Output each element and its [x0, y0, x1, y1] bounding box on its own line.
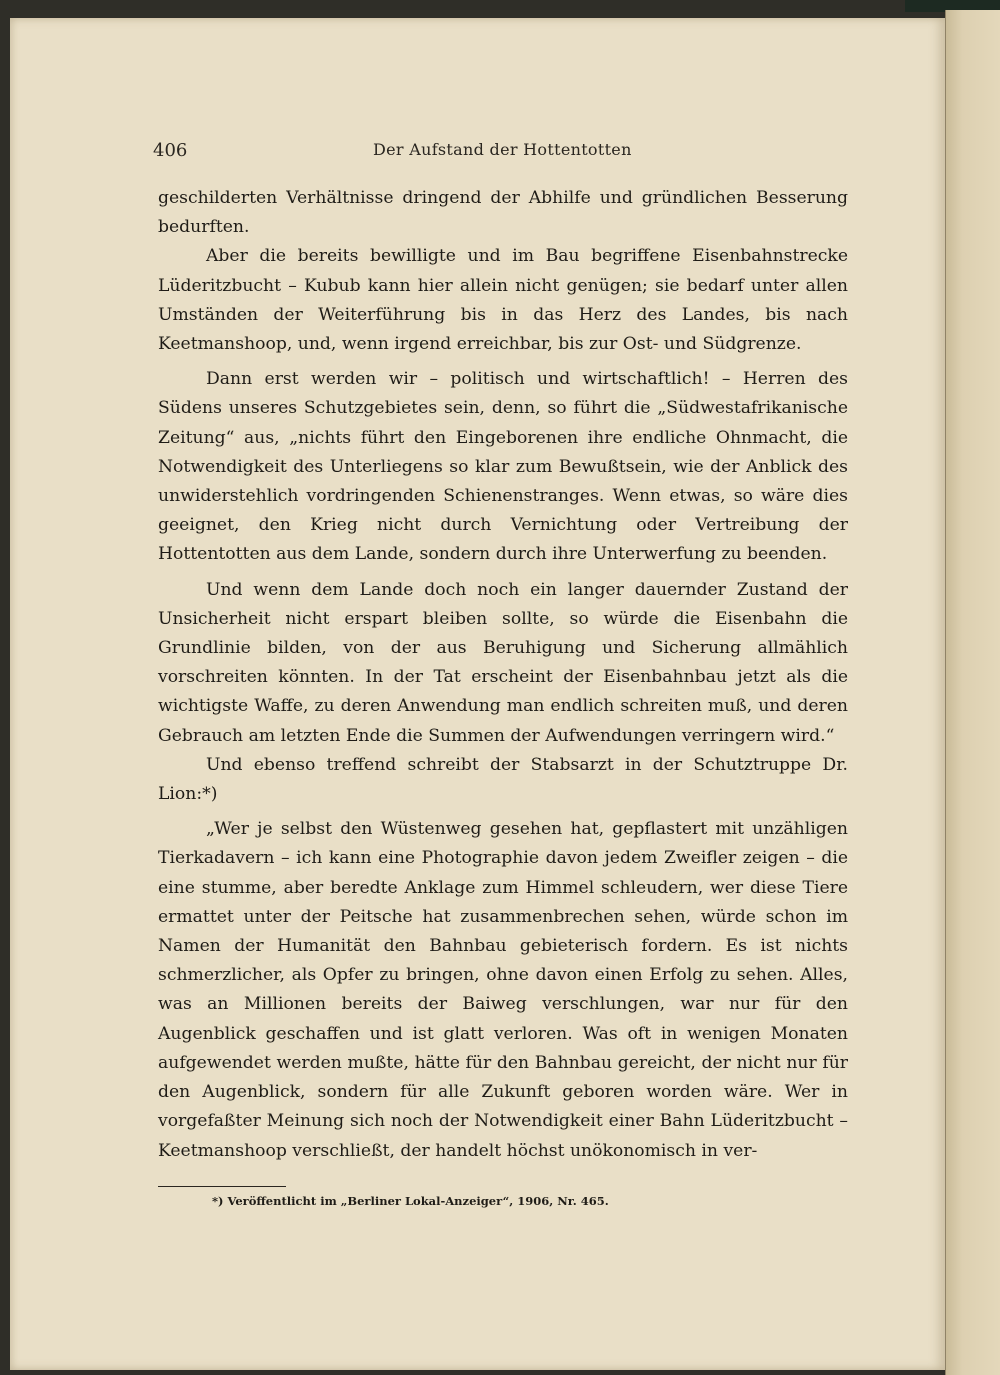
running-title: Der Aufstand der Hottentotten — [373, 140, 632, 159]
paragraph-quote-zeitung: Dann erst werden wir – politisch und wirtschaftlich! – Herren des Südens unseres Schutzgebietes sein, denn, so führt die „Südwestafrikanische Zeitung“ aus, „nichts führt den Eingeborenen ihre endliche Ohnmacht, die Notwendigkeit des Unterliegens so klar zum Bewußtsein, wie der Anblick des unwiderstehlich vordringenden Schienenstranges. Wenn etwas, so wäre dies geeignet, den Krieg nicht durch Vernichtung oder Vertreibung der Hottentotten aus dem Lande, sondern durch ihre Unterwerfung zu beenden. — [158, 369, 848, 565]
page-number: 406 — [153, 140, 188, 161]
paragraph-uncertainty: Und wenn dem Lande doch noch ein langer dauernder Zustand der Unsicherheit nicht erspart bleiben sollte, so würde die Eisenbahn die Grundlinie bilden, von der aus Beruhigung und Sicherung allmählich vorschreiten könnten. In der Tat erscheint der Eisenbahnbau jetzt als die wichtigste Waffe, zu deren Anwendung man endlich schreiten muß, und deren Gebrauch am letzten Ende die Summen der Aufwendungen verringern wird.“ — [158, 579, 848, 746]
paragraph-dr-lion-quote: „Wer je selbst den Wüstenweg gesehen hat, gepflastert mit unzähligen Tierkadavern – ich kann eine Photographie davon jedem Zweifler zeigen – die eine stumme, aber beredte Anklage zum Himmel schleudern, wer diese Tiere ermattet unter der Peitsche hat zusammenbrechen sehen, würde schon im Namen der Humanität den Bahnbau gebieterisch fordern. Es ist nichts schmerzlicher, als Opfer zu bringen, ohne davon einen Erfolg zu sehen. Alles, was an Millionen bereits der Baiweg verschlungen, war nur für den Augenblick geschaffen und ist glatt verloren. Was oft in wenigen Monaten aufgewendet werden mußte, hätte für den Bahnbau gereicht, der nicht nur für den Augenblick, sondern für alle Zukunft geboren worden wäre. Wer in vorgefaßter Meinung sich noch der Notwendigkeit einer Bahn Lüderitzbucht – Keetmanshoop verschließt, der handelt höchst unökonomisch in ver- — [158, 819, 848, 1161]
footnote: *) Veröffentlicht im „Berliner Lokal-Anzeiger“, 1906, Nr. 465. — [212, 1194, 609, 1208]
paragraph-dr-lion-intro: Und ebenso treffend schreibt der Stabsarzt in der Schutztruppe Dr. Lion:*) — [158, 754, 848, 805]
footnote-divider — [158, 1186, 286, 1187]
page-header — [153, 138, 843, 164]
adjacent-page-edge — [945, 10, 1000, 1375]
paragraph-railway: Aber die bereits bewilligte und im Bau begriffene Eisenbahnstrecke Lüderitzbucht – Kubub kann hier allein nicht genügen; sie bedarf unter allen Umständen der Weiterführung bis in das Herz des Landes, bis nach Keetmanshoop, und, wenn irgend erreichbar, bis zur Ost- und Südgrenze. — [158, 246, 848, 355]
body-text — [158, 184, 848, 1166]
paragraph-continuation: geschilderten Verhältnisse dringend der Abhilfe und gründlichen Besserung bedurften. — [158, 188, 848, 238]
